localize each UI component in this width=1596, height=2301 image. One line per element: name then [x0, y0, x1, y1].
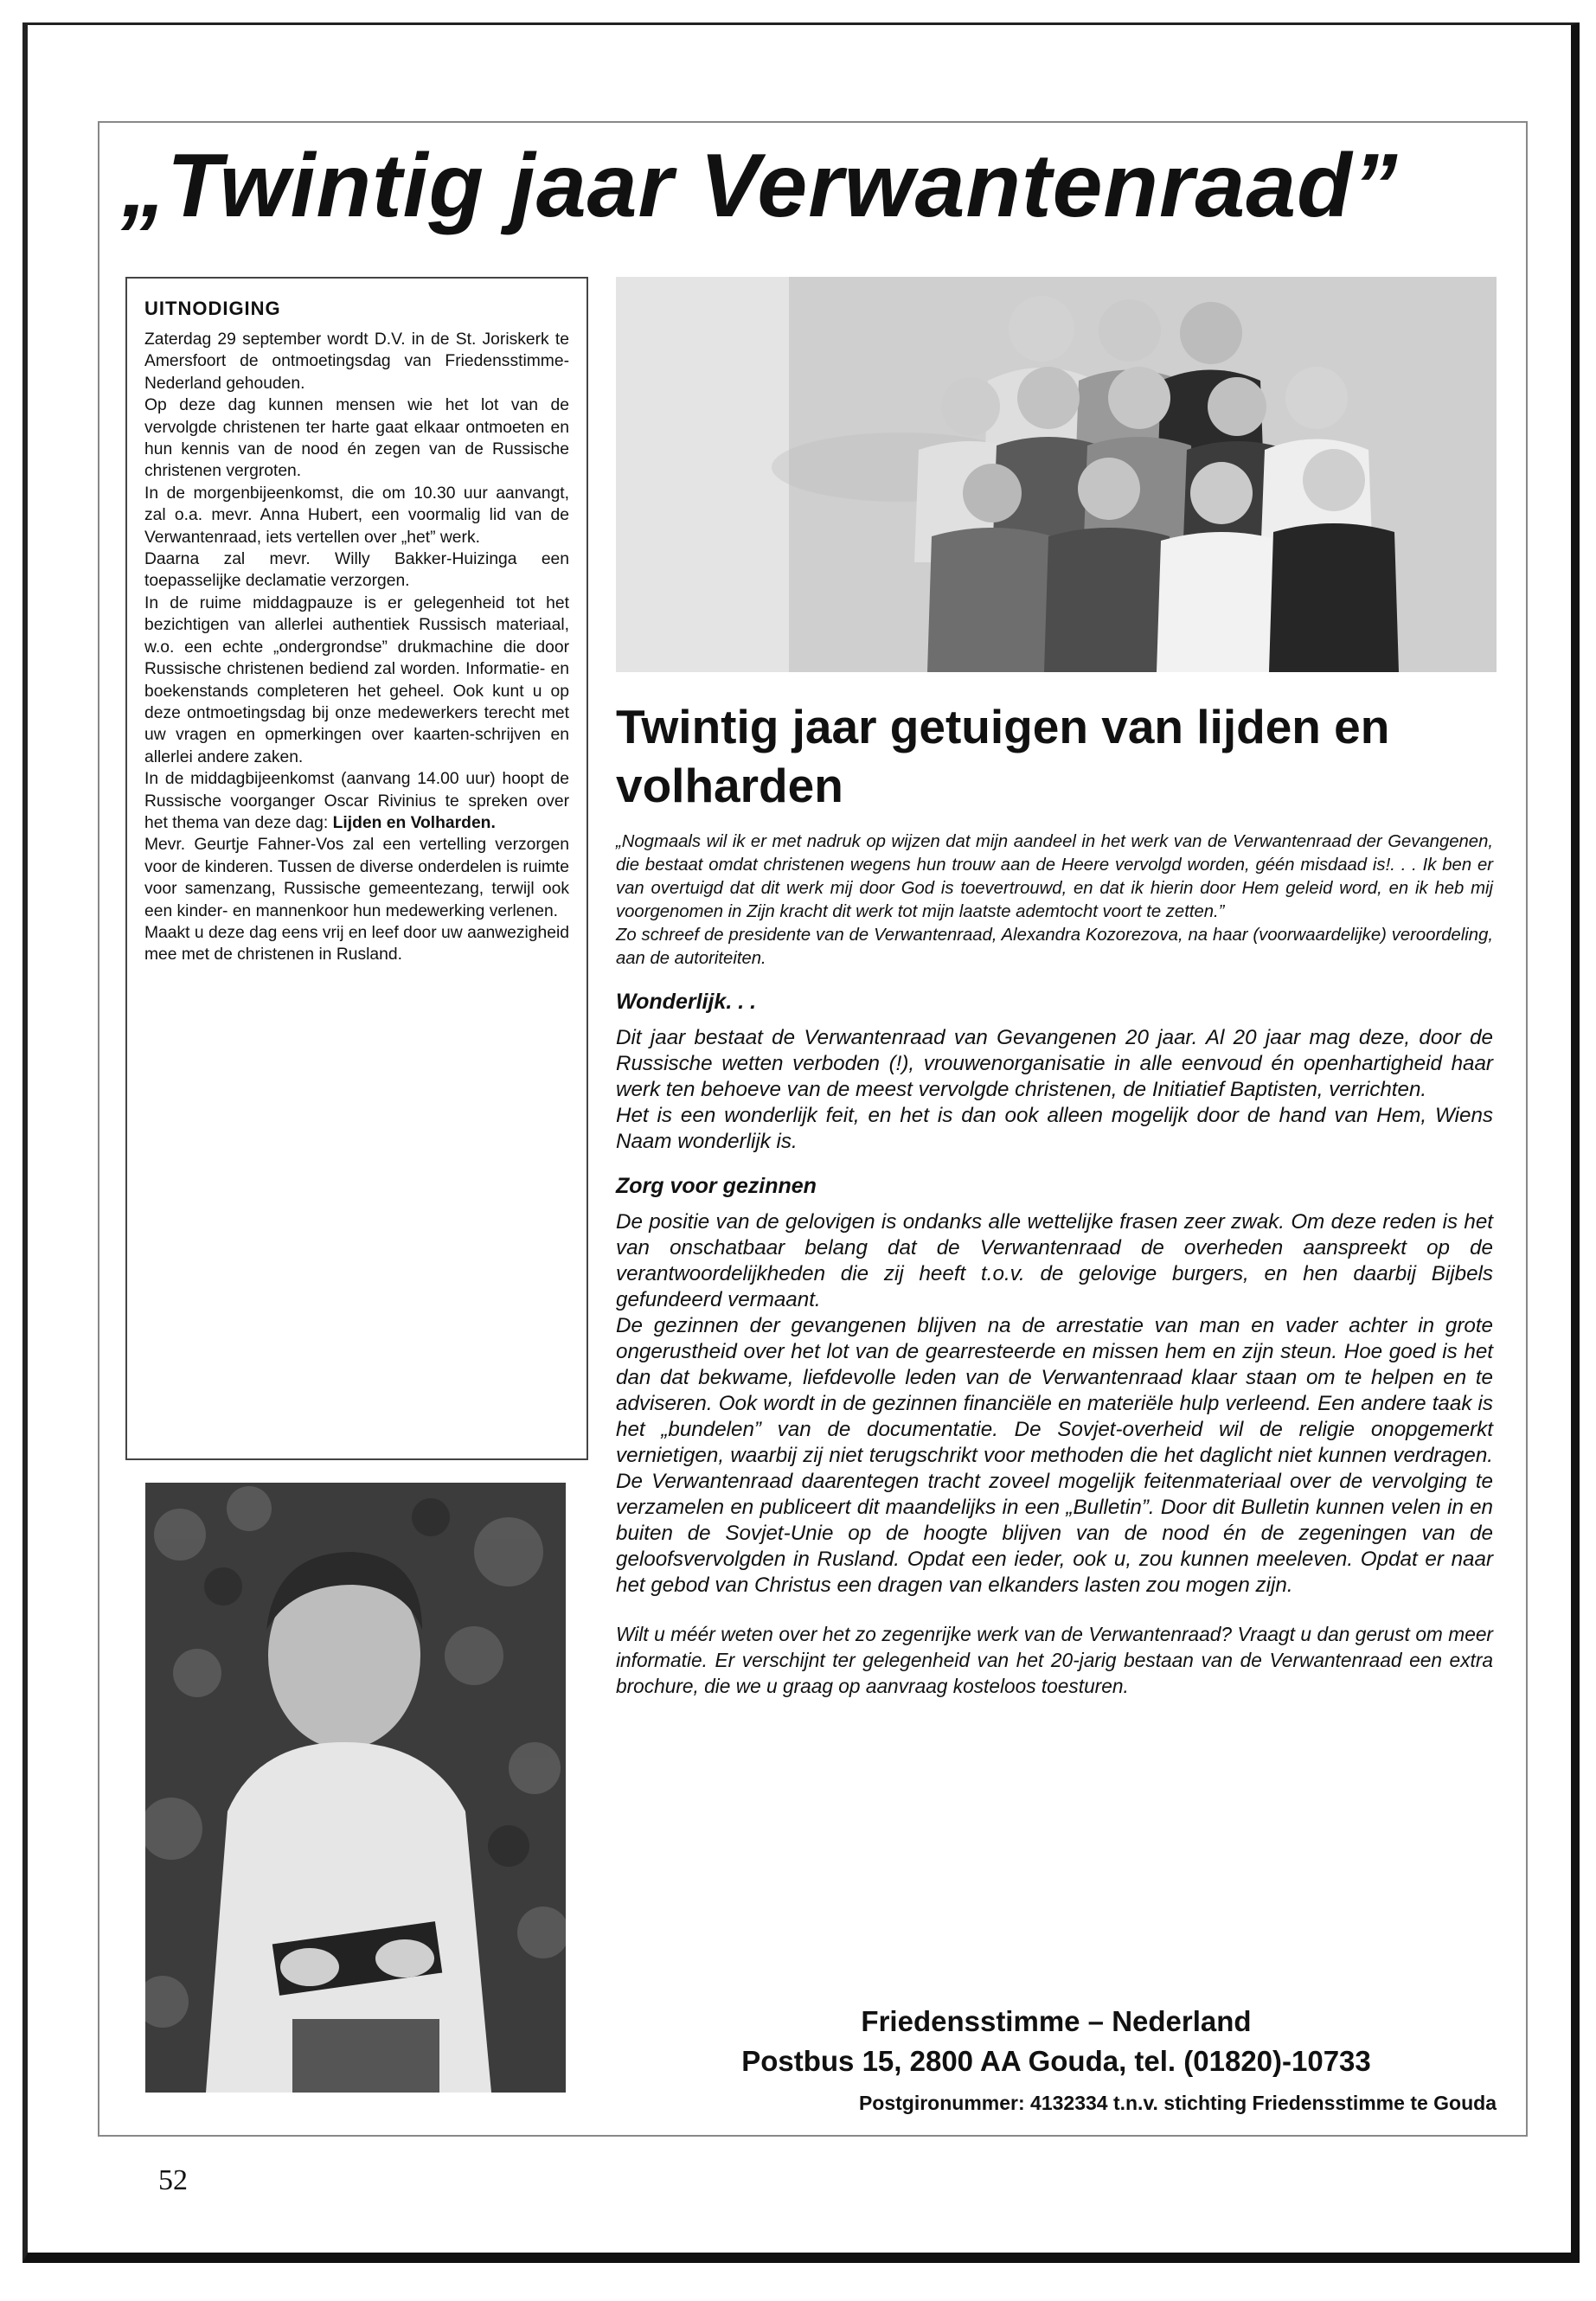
invitation-text-after: Mevr. Geurtje Fahner-Vos zal een vertelling verzorgen voor de kinderen. Tussen de diverse onderdelen is ruimte voor samenzang, Russische gemeentezang, terwijl ook een kinder- en mannenkoor hun medewerking verlenen. Maakt u deze dag eens vrij en leef door uw aanwezigheid mee met de christenen in Rusland. — [144, 836, 569, 965]
section-text-zorg: De positie van de gelovigen is ondanks alle wettelijke frasen zeer zwak. Om deze reden is het van onschatbaar belang dat de Verwantenraad de overheden aanspreekt op de verantwoordelijkheden die zij heeft t.o.v. de gelovige burgers, en hen daarbij Bijbels gefundeerd vermaant. De gezinnen der gevangenen blijven na de arrestatie van man en vader achter in grote ongerustheid over het lot van de gearresteerde en missen hem en zijn steun. Hoe goed is het dan dat bekwame, liefdevolle leden van de Verwantenraad klaar staan om te helpen en te adviseren. Ook wordt in de gezinnen financiële en materiële hulp verleend. Een andere taak is het „bundelen” van de documentatie. De Sovjet-overheid wil de religie onopgemerkt vernietigen, waarbij zij niet terugschrikt voor methoden die het daglicht niet kunnen verdragen. De Verwantenraad daarentegen tracht zoveel mogelijk feitenmateriaal over de vervolging te verzamelen en publiceert dit maandelijks in een „Bulletin”. Door dit Bulletin kunnen velen in en buiten de Sovjet-Unie op de hoogte blijven van de nood én de zegeningen van de geloofsvervolgden in Rusland. Opdat een ieder, ook u, zou kunnen meeleven. Opdat er naar het gebod van Christus een dragen van elkanders lasten zou mogen zijn. — [616, 1210, 1493, 1597]
page-number: 52 — [158, 2164, 188, 2196]
section-heading-wonderlijk: Wonderlijk. . . — [616, 990, 757, 1014]
closing-paragraph: Wilt u méér weten over het zo zegenrijke werk van de Verwantenraad? Vraagt u dan gerust om meer informatie. Er verschijnt ter gelegenheid van het 20-jarig bestaan van de Verwantenraad een extra brochure, die we u graag op aanvraag kosteloos toesturen. — [616, 1623, 1493, 1697]
article-lead-quote: „Nogmaals wil ik er met nadruk op wijzen dat mijn aandeel in het werk van de Verwantenraad der Gevangenen, die bestaat omdat christenen wegens hun trouw aan de Heere vervolgd worden, géén misdaad is!. . . Ik ben er van overtuigd dat dit werk mij door God is toevertrouwd, en dat ik hierin door Hem geleid word, en ik heb mij voorgenomen in Zijn kracht dit werk tot mijn laatste ademtocht voort te zetten.” Zo schreef de presidente van de Verwantenraad, Alexandra Kozorezova, na haar (voorwaardelijke) veroordeling, aan de autoriteiten. — [616, 832, 1493, 968]
group-photo — [616, 277, 1497, 672]
invitation-text-before: Zaterdag 29 september wordt D.V. in de St. Joriskerk te Amersfoort de ontmoetingsdag van Friedensstimme-Nederland gehouden. Op deze dag kunnen mensen wie het lot van de vervolgde christenen ter harte gaat elkaar ontmoeten en hun kennis van de nood én zegen van de Russische christenen vergroten. In de morgenbijeenkomst, die om 10.30 uur aanvangt, zal o.a. mevr. Anna Hubert, een voormalig lid van de Verwantenraad, iets vertellen over „het” werk. Daarna zal mevr. Willy Bakker-Huizinga een toepasselijke declamatie verzorgen. In de ruime middagpauze is er gelegenheid tot het bezichtigen van allerlei authentiek Russisch materiaal, w.o. een echte „ondergrondse” drukmachine die door Russische christenen bediend zal worden. Informatie- en boekenstands completeren het geheel. Ook kunt u op deze ontmoetingsdag bij onze medewerkers terecht met uw vragen en opmerkingen over kaarten-schrijven en allerlei andere zaken. In de middagbijeenkomst (aanvang 14.00 uur) hoopt de Russische voorganger Oscar Rivinius te spreken over het thema van deze dag: — [144, 330, 569, 832]
invitation-text — [144, 329, 569, 966]
group-photo-art — [616, 277, 1497, 672]
section-text-wonderlijk: Dit jaar bestaat de Verwantenraad van Gevangenen 20 jaar. Al 20 jaar mag deze, door de Russische wetten verboden (!), vrouwenorganisatie in alle eenvoud én openhartigheid haar werk ten behoeve van de meest vervolgde christenen, de Initiatief Baptisten, verrichten. Het is een wonderlijk feit, en het is dan ook alleen mogelijk door de hand van Hem, Wiens Naam wonderlijk is. — [616, 1026, 1493, 1153]
invitation-box — [125, 277, 588, 1460]
contact-organization: Friedensstimme – Nederland — [861, 2005, 1252, 2037]
article-subheadline: Twintig jaar getuigen van lijden en volharden — [616, 700, 1390, 812]
boy-reading-photo-art — [145, 1483, 566, 2093]
boy-reading-photo — [145, 1483, 566, 2093]
article-body — [616, 830, 1493, 1699]
section-heading-zorg: Zorg voor gezinnen — [616, 1174, 817, 1198]
invitation-title: UITNODIGING — [144, 298, 281, 319]
contact-address: Postbus 15, 2800 AA Gouda, tel. (01820)-10733 — [741, 2045, 1371, 2077]
headline: „Twintig jaar Verwantenraad” — [121, 136, 1399, 236]
invitation-theme: Lijden en Volharden. — [332, 813, 496, 832]
contact-giro: Postgironummer: 4132334 t.n.v. stichting Friedensstimme te Gouda — [858, 2092, 1497, 2114]
